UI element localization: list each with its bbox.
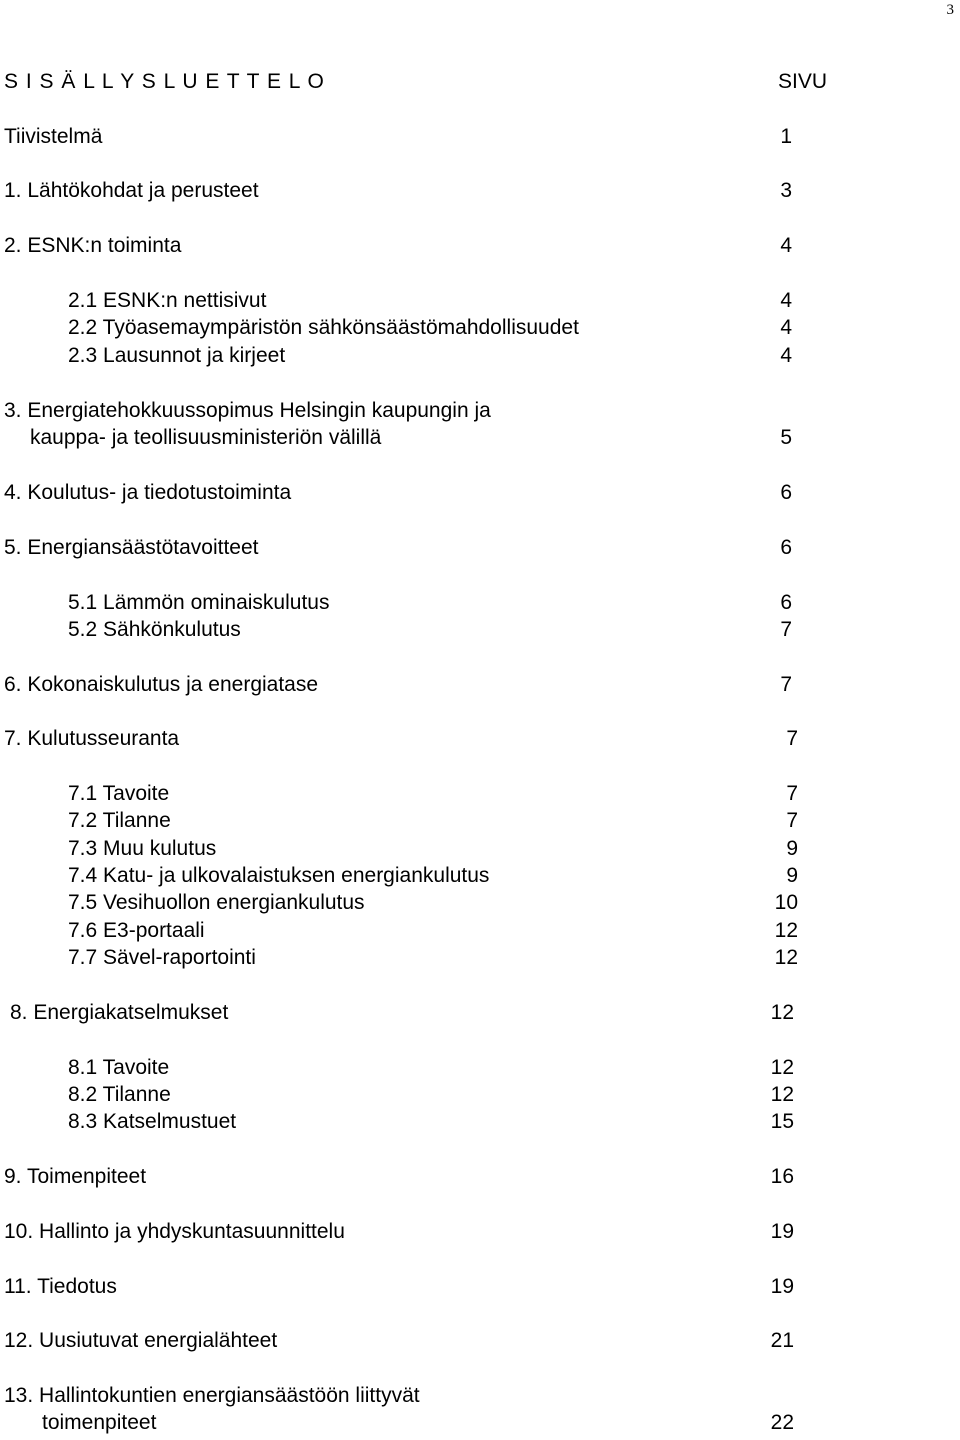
toc-entry-label-continued: toimenpiteet: [42, 1411, 157, 1434]
toc-entry-label: 2.2 Työasemaympäristön sähkönsäästömahdollisuudet: [68, 316, 579, 339]
toc-entry-page: 3: [780, 179, 792, 202]
toc-entry-label-continued: kauppa- ja teollisuusministeriön välillä: [30, 426, 382, 449]
toc-entry-page: 10: [774, 891, 798, 914]
toc-entry-label: 7. Kulutusseuranta: [4, 727, 180, 750]
toc-entry-page: 6: [780, 536, 792, 559]
toc-entry-page: 7: [786, 727, 798, 750]
toc-entry-label: 8. Energiakatselmukset: [10, 1001, 229, 1024]
toc-entry-label: 7.2 Tilanne: [68, 809, 171, 832]
toc-entry-label: 6. Kokonaiskulutus ja energiatase: [4, 673, 319, 696]
toc-entry-label: 13. Hallintokuntien energiansäästöön liittyvät: [4, 1384, 420, 1407]
toc-entry-page: 4: [780, 289, 792, 312]
toc-entry-page: 7: [780, 618, 792, 641]
toc-entry-page: 5: [780, 426, 792, 449]
toc-entry-page: 16: [770, 1165, 794, 1188]
toc-entry-label: 9. Toimenpiteet: [4, 1165, 147, 1188]
toc-entry-page: 6: [780, 481, 792, 504]
toc-entry-label: 5. Energiansäästötavoitteet: [4, 536, 259, 559]
toc-entry-label: 1. Lähtökohdat ja perusteet: [4, 179, 259, 202]
page-number: 3: [946, 2, 954, 18]
toc-entry-page: 12: [770, 1001, 794, 1024]
toc-entry-page: 12: [770, 1083, 794, 1106]
toc-entry-page: 19: [770, 1220, 794, 1243]
toc-entry-page: 21: [770, 1329, 794, 1352]
toc-entry-label: 11. Tiedotus: [4, 1275, 117, 1298]
toc-entry-page: 4: [780, 344, 792, 367]
toc-entry-label: 7.5 Vesihuollon energiankulutus: [68, 891, 365, 914]
toc-entry-label: 7.4 Katu- ja ulkovalaistuksen energiankulutus: [68, 864, 490, 887]
toc-entry-label: 5.1 Lämmön ominaiskulutus: [68, 591, 330, 614]
toc-entry-page: 4: [780, 316, 792, 339]
toc-entry-page: 1: [780, 125, 792, 148]
toc-entry-label: 10. Hallinto ja yhdyskuntasuunnittelu: [4, 1220, 345, 1243]
toc-entry-label: 2.1 ESNK:n nettisivut: [68, 289, 267, 312]
toc-entry-label: 4. Koulutus- ja tiedotustoiminta: [4, 481, 292, 504]
toc-entry-page: 22: [770, 1411, 794, 1434]
toc-entry-page: 12: [770, 1056, 794, 1079]
toc-entry-page: 19: [770, 1275, 794, 1298]
toc-entry-label: 8.1 Tavoite: [68, 1056, 170, 1079]
toc-entry-page: 12: [774, 946, 798, 969]
toc-entry-label: 12. Uusiutuvat energialähteet: [4, 1329, 278, 1352]
toc-entry-page: 4: [780, 234, 792, 257]
toc-entry-label: 8.3 Katselmustuet: [68, 1110, 237, 1133]
toc-entry-label: 7.1 Tavoite: [68, 782, 170, 805]
toc-entry-page: 7: [786, 809, 798, 832]
toc-entry-page: 6: [780, 591, 792, 614]
toc-entry-label: 7.3 Muu kulutus: [68, 837, 217, 860]
toc-entry-label: 3. Energiatehokkuussopimus Helsingin kaupungin ja: [4, 399, 491, 422]
toc-entry-page: 9: [786, 837, 798, 860]
toc-entry-page: 7: [780, 673, 792, 696]
toc-entry-page: 9: [786, 864, 798, 887]
toc-title: S I S Ä L L Y S L U E T T E L O: [4, 70, 325, 93]
toc-entry-label: 7.7 Sävel-raportointi: [68, 946, 256, 969]
toc-entry-label: 2. ESNK:n toiminta: [4, 234, 182, 257]
toc-entry-label: 2.3 Lausunnot ja kirjeet: [68, 344, 286, 367]
toc-entry-label: 5.2 Sähkönkulutus: [68, 618, 241, 641]
toc-entry-label: 7.6 E3-portaali: [68, 919, 205, 942]
toc-entry-page: 15: [770, 1110, 794, 1133]
toc-entry-label: Tiivistelmä: [4, 125, 103, 148]
page-column-label: SIVU: [778, 70, 828, 93]
toc-entry-page: 12: [774, 919, 798, 942]
toc-entry-label: 8.2 Tilanne: [68, 1083, 171, 1106]
toc-entry-page: 7: [786, 782, 798, 805]
